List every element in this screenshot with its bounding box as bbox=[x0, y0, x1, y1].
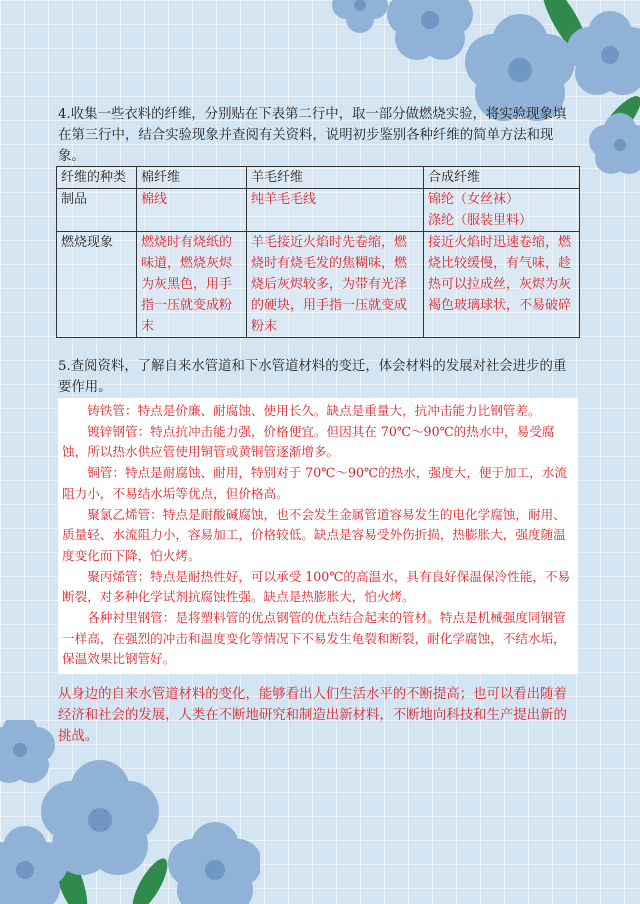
pipe-copper: 铜管：特点是耐腐蚀、耐用，特别对于 70℃～90℃的热水，强度大，便于加工，水流阻力小，不易结水垢等优点，但价格高。 bbox=[62, 465, 568, 501]
cell-synthetic-burning: 接近火焰时迅速卷缩，燃烧比较缓慢，有气味，趁热可以拉成丝，灰烬为灰褐色玻璃球状，不易破碎 bbox=[424, 232, 580, 338]
header-cotton: 棉纤维 bbox=[137, 167, 247, 189]
pipe-materials-list bbox=[62, 401, 574, 670]
cell-wool-burning: 羊毛接近火焰时先卷缩，燃烧时有烧毛发的焦糊味，燃烧后灰烬较多，为带有光泽的硬块，用手指一压就变成粉末 bbox=[247, 232, 424, 338]
synthetic-product-line-2: 涤纶（服装里料） bbox=[428, 213, 533, 228]
question-4-text: 4.收集一些衣料的纤维，分别贴在下表第二行中，取一部分做燃烧实验，将实验现象填在第三行中，结合实验现象并查阅有关资料，说明初步鉴别各种纤维的简单方法和现象。 bbox=[58, 107, 567, 164]
header-fiber-type: 纤维的种类 bbox=[57, 167, 137, 189]
pipe-galvanized-steel: 镀锌钢管：特点抗冲击能力强，价格便宜。但因其在 70℃～90℃的热水中，易受腐蚀，所以热水供应管使用铜管或黄铜管逐渐增多。 bbox=[62, 423, 555, 460]
row-label-burning: 燃烧现象 bbox=[57, 232, 137, 338]
table-row-burning bbox=[57, 232, 580, 338]
fiber-table bbox=[56, 166, 580, 338]
table-row-products bbox=[57, 189, 580, 232]
flower-cluster-bottom-left-icon bbox=[0, 720, 260, 904]
question-5-text: 5.查阅资料，了解自来水管道和下水管道材料的变迁，体会材料的发展对社会进步的重要作用。 bbox=[58, 359, 567, 395]
conclusion-text: 从身边的自来水管道材料的变化，能够看出人们生活水平的不断提高；也可以看出随着经济和社会的发展，人类在不断地研究和制造出新材料，不断地向科技和生产提出新的挑战。 bbox=[58, 687, 567, 744]
pipe-pvc: 聚氯乙烯管：特点是耐酸碱腐蚀，也不会发生金属管道容易发生的电化学腐蚀，耐用、质量轻、水流阻力小，容易加工，价格较低。缺点是容易受外伤折损，热膨胀大，强度随温度变化而下降，怕火烤。 bbox=[62, 506, 566, 563]
header-wool: 羊毛纤维 bbox=[247, 167, 424, 189]
pipe-cast-iron: 铸铁管：特点是价廉、耐腐蚀、使用长久。缺点是重量大，抗冲击能力比钢管差。 bbox=[87, 403, 541, 418]
cell-cotton-burning: 燃烧时有烧纸的味道，燃烧灰烬为灰黑色，用手指一压就变成粉末 bbox=[137, 232, 247, 338]
pipe-polypropylene: 聚丙烯管：特点是耐热性好，可以承受 100℃的高温水，具有良好保温保冷性能，不易断裂，对多种化学试剂抗腐蚀性强。缺点是热膨胀大，怕火烤。 bbox=[62, 568, 571, 605]
synthetic-product-line-1: 锦纶（女丝袜） bbox=[428, 192, 520, 207]
cell-synthetic-product bbox=[424, 189, 580, 232]
row-label-products: 制品 bbox=[57, 189, 137, 232]
pipe-lined-steel: 各种衬里钢管：是将塑料管的优点钢管的优点结合起来的管材。特点是机械强度同钢管一样高，在强烈的冲击和温度变化等情况下不易发生龟裂和断裂，耐化学腐蚀，不结水垢，保温效果比钢管好。 bbox=[62, 610, 566, 667]
cell-cotton-product: 棉线 bbox=[137, 189, 247, 232]
table-header-row bbox=[57, 167, 580, 189]
header-synthetic: 合成纤维 bbox=[424, 167, 580, 189]
cell-wool-product: 纯羊毛毛线 bbox=[247, 189, 424, 232]
